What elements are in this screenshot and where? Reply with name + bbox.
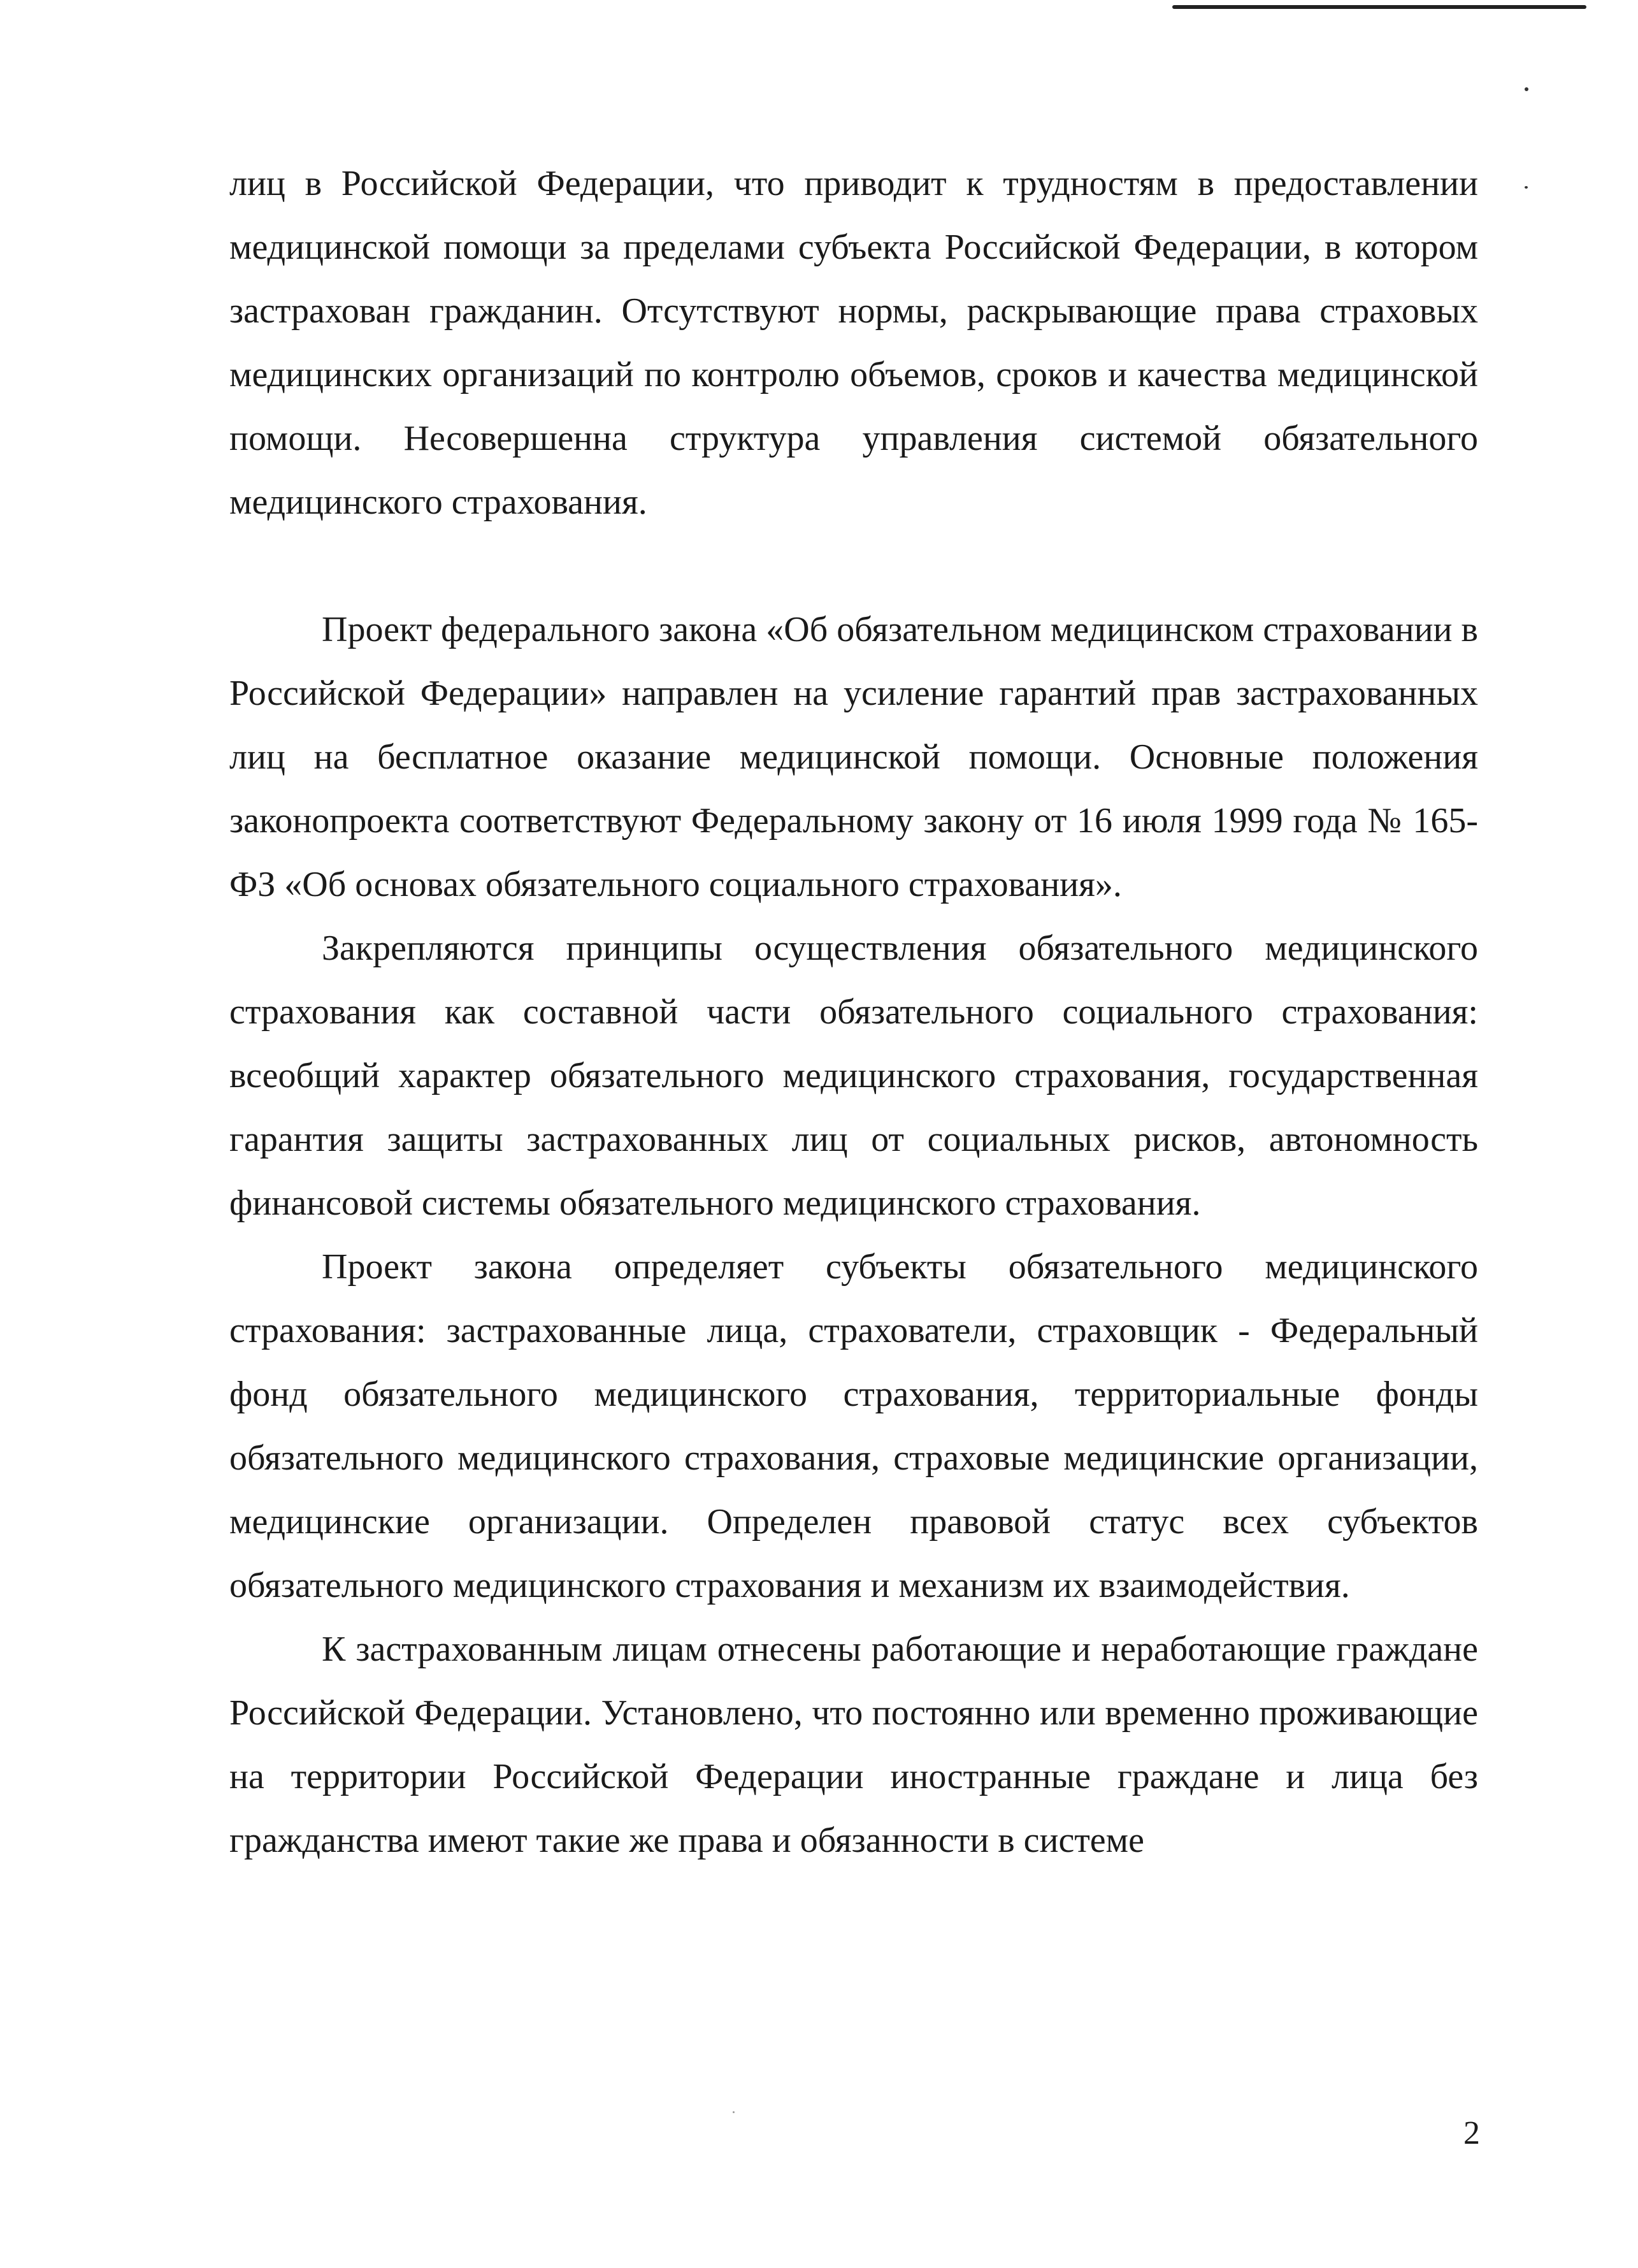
paragraph-continuation: лиц в Российской Федерации, что приводит к трудностям в предоставлении медицинской помощи за пределами субъекта Российской Федерации, в котором застрахован гражданин. Отсутствуют нормы, раскрывающие права страховых медицинских организаций по контролю объемов, сроков и качества медицинской помощи. Несовершенна структура управления системой обязательного медицинского страхования. <box>229 164 1478 522</box>
scan-speck <box>733 2111 735 2113</box>
paragraph-subjects: Проект закона определяет субъекты обязательного медицинского страхования: застрахованные лица, страхователи, страховщик - Федеральный фонд обязательного медицинского страхования, территориальные фонды обязательного медицинского страхования, страховые медицинские организации, медицинские организации. Определен правовой статус всех субъектов обязательного медицинского страхования и механизм их взаимодействия. <box>229 1247 1478 1605</box>
scan-speck <box>1525 186 1528 189</box>
paragraph-insured-persons: К застрахованным лицам отнесены работающие и неработающие граждане Российской Федерации. Установлено, что постоянно или временно проживающие на территории Российской Федерации иностранные граждане и лица без гражданства имеют такие же права и обязанности в системе <box>229 1629 1478 1860</box>
page-number: 2 <box>1463 2115 1480 2151</box>
document-body <box>229 152 1478 1872</box>
scan-speck <box>1525 87 1528 91</box>
scan-edge-line <box>1172 5 1586 9</box>
paragraph-project-purpose: Проект федерального закона «Об обязательном медицинском страховании в Российской Федерации» направлен на усиление гарантий прав застрахованных лиц на бесплатное оказание медицинской помощи. Основные положения законопроекта соответствуют Федеральному закону от 16 июля 1999 года № 165-ФЗ «Об основах обязательного социального страхования». <box>229 610 1478 904</box>
paragraph-principles: Закрепляются принципы осуществления обязательного медицинского страхования как составной части обязательного социального страхования: всеобщий характер обязательного медицинского страхования, государственная гарантия защиты застрахованных лиц от социальных рисков, автономность финансовой системы обязательного медицинского страхования. <box>229 928 1478 1223</box>
